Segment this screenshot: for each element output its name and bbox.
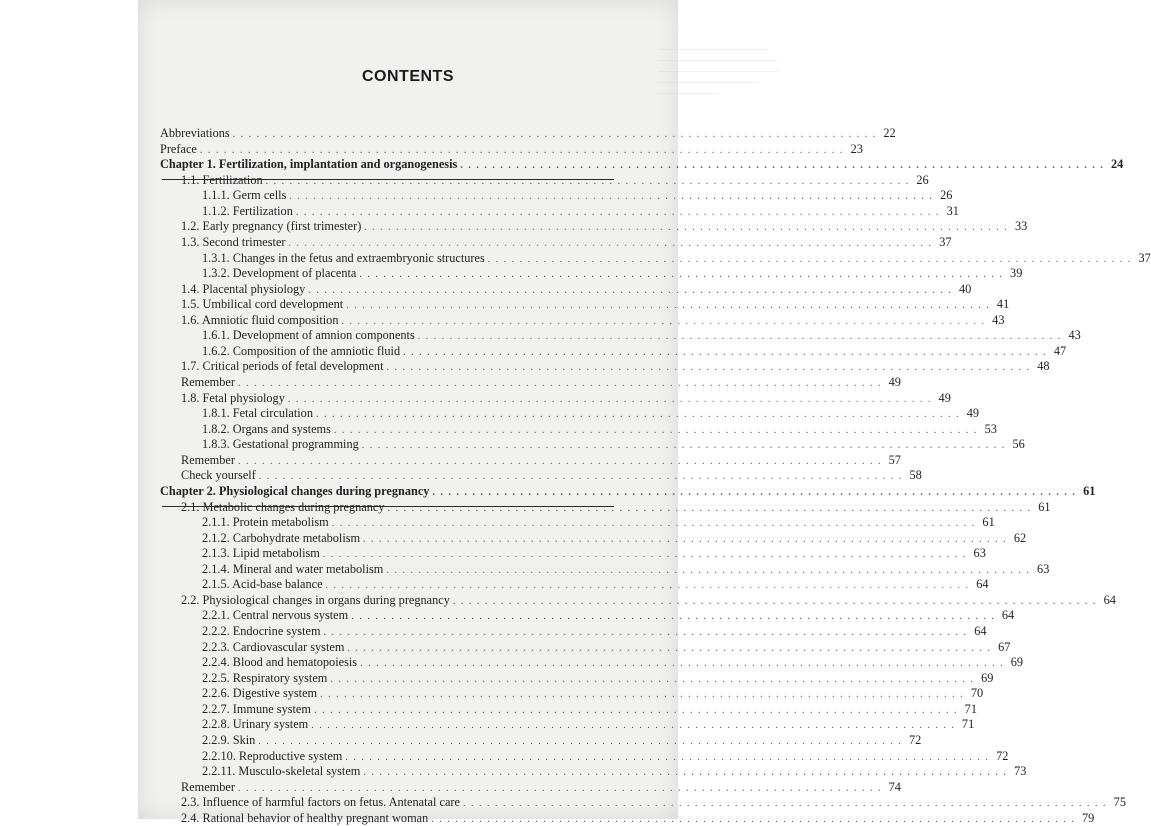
dot-leader: . . . . . . . . . . . . . . . . . . . . . . . . . . . . . . . . . . . . . . . . . . . . . . . . . . . . . . . . . . . . . . . . . . . . . . . . . . . . . . . . .	[386, 362, 1031, 374]
toc-entry[interactable]	[160, 608, 1015, 624]
dot-leader: . . . . . . . . . . . . . . . . . . . . . . . . . . . . . . . . . . . . . . . . . . . . . . . . . . . . . . . . . . . . . . . . . . . . . . . . . . . . . . . . .	[363, 533, 1008, 545]
toc-page-number: 61	[982, 515, 995, 530]
toc-entry[interactable]	[160, 655, 1024, 671]
toc-entry[interactable]	[160, 421, 997, 438]
toc-page-number: 64	[974, 624, 987, 638]
table-of-contents	[160, 126, 1151, 826]
toc-page-number: 71	[961, 717, 975, 732]
toc-entry[interactable]	[160, 281, 972, 298]
toc-entry[interactable]	[160, 748, 1009, 765]
toc-entry-title: 1.6.1. Development of amnion components	[202, 328, 415, 343]
dot-leader: . . . . . . . . . . . . . . . . . . . . . . . . . . . . . . . . . . . . . . . . . . . . . . . . . . . . . . . . . . . . . . . . . . . . . . . . . . . . . . . . .	[431, 813, 1076, 825]
toc-entry-title: 2.1.2. Carbohydrate metabolism	[202, 530, 361, 545]
toc-page-number: 57	[888, 452, 901, 467]
toc-entry-title: Check yourself	[181, 468, 256, 483]
toc-entry-title: 2.2.1. Central nervous system	[202, 608, 349, 623]
toc-page-number: 49	[966, 406, 979, 421]
toc-entry[interactable]	[160, 577, 989, 593]
toc-entry[interactable]	[160, 701, 977, 718]
toc-page-number: 61	[1038, 499, 1051, 514]
dot-leader: . . . . . . . . . . . . . . . . . . . . . . . . . . . . . . . . . . . . . . . . . . . . . . . . . . . . . . . . . . . . . . . . . . . . . . . . . . . . . . . . .	[462, 798, 1107, 810]
toc-entry-title: Remember	[181, 452, 235, 467]
dot-leader: . . . . . . . . . . . . . . . . . . . . . . . . . . . . . . . . . . . . . . . . . . . . . . . . . . . . . . . . . . . . . . . . . . . . . . . . . . . . . . . . .	[417, 331, 1062, 343]
toc-entry[interactable]	[160, 437, 1025, 453]
dot-leader: . . . . . . . . . . . . . . . . . . . . . . . . . . . . . . . . . . . . . . . . . . . . . . . . . . . . . . . . . . . . . . . . . . . . . . . . . . . . . . . . .	[258, 735, 903, 747]
toc-entry[interactable]	[160, 810, 1095, 826]
toc-entry-title: 1.8.3. Gestational programming	[202, 437, 359, 452]
toc-page-number: 49	[888, 375, 901, 389]
toc-entry[interactable]	[160, 141, 863, 158]
dot-leader: . . . . . . . . . . . . . . . . . . . . . . . . . . . . . . . . . . . . . . . . . . . . . . . . . . . . . . . . . . . . . . . . . . . . . . . . . . . . . . . . .	[432, 486, 1077, 498]
toc-page-number: 64	[1001, 608, 1015, 623]
toc-entry[interactable]	[160, 779, 901, 796]
toc-entry[interactable]	[160, 312, 1005, 329]
toc-entry-title: 1.6. Amniotic fluid composition	[181, 312, 339, 327]
toc-entry[interactable]	[160, 670, 994, 687]
dot-leader: . . . . . . . . . . . . . . . . . . . . . . . . . . . . . . . . . . . . . . . . . . . . . . . . . . . . . . . . . . . . . . . . . . . . . . . . . . . . . . . . .	[199, 144, 844, 156]
dot-leader: . . . . . . . . . . . . . . . . . . . . . . . . . . . . . . . . . . . . . . . . . . . . . . . . . . . . . . . . . . . . . . . . . . . . . . . . . . . . . . . . .	[341, 315, 986, 327]
toc-entry-title: Chapter 2. Physiological changes during pregnancy	[160, 483, 430, 498]
toc-entry-title: 2.1. Metabolic changes during pregnancy	[181, 499, 385, 514]
dot-leader: . . . . . . . . . . . . . . . . . . . . . . . . . . . . . . . . . . . . . . . . . . . . . . . . . . . . . . . . . . . . . . . . . . . . . . . . . . . . . . . . .	[345, 751, 990, 763]
toc-entry[interactable]	[160, 530, 1027, 547]
toc-entry-title: 1.7. Critical periods of fetal development	[181, 359, 384, 374]
toc-entry-title: 1.1.1. Germ cells	[202, 188, 287, 203]
toc-entry-title: 2.1.3. Lipid metabolism	[202, 546, 320, 561]
dot-leader: . . . . . . . . . . . . . . . . . . . . . . . . . . . . . . . . . . . . . . . . . . . . . . . . . . . . . . . . . . . . . . . . . . . . . . . . . . . . . . . . .	[295, 206, 940, 218]
toc-page-number: 24	[1111, 157, 1124, 172]
toc-page-number: 72	[996, 748, 1009, 763]
toc-entry[interactable]	[160, 126, 896, 142]
toc-entry-title: 1.4. Placental physiology	[181, 281, 306, 296]
toc-entry-title: Abbreviations	[160, 126, 230, 140]
dot-leader: . . . . . . . . . . . . . . . . . . . . . . . . . . . . . . . . . . . . . . . . . . . . . . . . . . . . . . . . . . . . . . . . . . . . . . . . . . . . . . . . .	[360, 658, 1005, 670]
toc-page-number: 56	[1012, 437, 1025, 452]
dot-leader: . . . . . . . . . . . . . . . . . . . . . . . . . . . . . . . . . . . . . . . . . . . . . . . . . . . . . . . . . . . . . . . . . . . . . . . . . . . . . . . . .	[363, 767, 1008, 779]
toc-entry-title: 1.8.2. Organs and systems	[202, 421, 331, 436]
toc-page-number: 70	[970, 686, 984, 701]
toc-entry[interactable]	[160, 561, 1050, 578]
toc-page-number: 43	[992, 312, 1005, 327]
dot-leader: . . . . . . . . . . . . . . . . . . . . . . . . . . . . . . . . . . . . . . . . . . . . . . . . . . . . . . . . . . . . . . . . . . . . . . . . . . . . . . . . .	[487, 253, 1132, 265]
toc-entry-title: Preface	[160, 141, 197, 156]
dot-leader: . . . . . . . . . . . . . . . . . . . . . . . . . . . . . . . . . . . . . . . . . . . . . . . . . . . . . . . . . . . . . . . . . . . . . . . . . . . . . . . . .	[308, 284, 953, 296]
toc-entry-title: 1.8.1. Fetal circulation	[202, 406, 313, 421]
toc-entry-title: 2.4. Rational behavior of healthy pregnant woman	[181, 810, 429, 825]
toc-page-number: 31	[946, 203, 959, 218]
toc-entry[interactable]	[160, 328, 1081, 344]
toc-entry[interactable]	[160, 592, 1116, 609]
toc-entry-title: 2.2.4. Blood and hematopoiesis	[202, 655, 358, 670]
toc-entry[interactable]	[160, 359, 1050, 375]
toc-entry[interactable]	[160, 188, 953, 204]
show-through-text: ——————————— ———————————— ———————————— —————————— ——————	[658, 44, 778, 99]
page-title: CONTENTS	[362, 68, 454, 85]
toc-entry-title: 1.3.1. Changes in the fetus and extraembryonic structures	[202, 250, 485, 265]
toc-entry-title: 2.2.2. Endocrine system	[202, 624, 321, 638]
toc-entry-title: 2.2.3. Cardiovascular system	[202, 639, 345, 654]
toc-entry[interactable]	[160, 686, 984, 702]
toc-entry-title: 2.2.8. Urinary system	[202, 717, 309, 732]
toc-page-number: 74	[888, 779, 901, 794]
toc-page-number: 53	[984, 421, 997, 436]
toc-entry-title: 1.5. Umbilical cord development	[181, 297, 344, 312]
dot-leader: . . . . . . . . . . . . . . . . . . . . . . . . . . . . . . . . . . . . . . . . . . . . . . . . . . . . . . . . . . . . . . . . . . . . . . . . . . . . . . . . .	[289, 191, 934, 203]
toc-entry-title: 1.6.2. Composition of the amniotic fluid	[202, 343, 401, 358]
toc-entry-title: 1.2. Early pregnancy (first trimester)	[181, 219, 362, 234]
toc-page-number: 72	[909, 732, 922, 747]
toc-entry[interactable]	[160, 764, 1027, 780]
toc-entry[interactable]	[160, 250, 1151, 267]
toc-entry[interactable]	[160, 266, 1023, 282]
toc-entry-title: 2.2.11. Musculo-skeletal system	[202, 764, 361, 779]
toc-entry[interactable]	[160, 639, 1011, 656]
dot-leader: . . . . . . . . . . . . . . . . . . . . . . . . . . . . . . . . . . . . . . . . . . . . . . . . . . . . . . . . . . . . . . . . . . . . . . . . . . . . . . . . .	[359, 269, 1004, 281]
dot-leader: . . . . . . . . . . . . . . . . . . . . . . . . . . . . . . . . . . . . . . . . . . . . . . . . . . . . . . . . . . . . . . . . . . . . . . . . . . . . . . . . .	[331, 518, 976, 530]
toc-entry-title: 2.2.7. Immune system	[202, 701, 311, 716]
toc-entry[interactable]	[160, 452, 901, 469]
dot-leader: . . . . . . . . . . . . . . . . . . . . . . . . . . . . . . . . . . . . . . . . . . . . . . . . . . . . . . . . . . . . . . . . . . . . . . . . . . . . . . . . .	[364, 222, 1009, 234]
toc-page-number: 41	[996, 297, 1010, 312]
toc-entry-title: 2.2.10. Reproductive system	[202, 748, 343, 763]
toc-page-number: 73	[1014, 764, 1027, 779]
dot-leader: . . . . . . . . . . . . . . . . . . . . . . . . . . . . . . . . . . . . . . . . . . . . . . . . . . . . . . . . . . . . . . . . . . . . . . . . . . . . . . . . .	[452, 595, 1097, 607]
dot-leader: . . . . . . . . . . . . . . . . . . . . . . . . . . . . . . . . . . . . . . . . . . . . . . . . . . . . . . . . . . . . . . . . . . . . . . . . . . . . . . . . .	[333, 424, 978, 436]
dot-leader: . . . . . . . . . . . . . . . . . . . . . . . . . . . . . . . . . . . . . . . . . . . . . . . . . . . . . . . . . . . . . . . . . . . . . . . . . . . . . . . . .	[325, 580, 970, 592]
dot-leader: . . . . . . . . . . . . . . . . . . . . . . . . . . . . . . . . . . . . . . . . . . . . . . . . . . . . . . . . . . . . . . . . . . . . . . . . . . . . . . . . .	[387, 502, 1032, 514]
dot-leader: . . . . . . . . . . . . . . . . . . . . . . . . . . . . . . . . . . . . . . . . . . . . . . . . . . . . . . . . . . . . . . . . . . . . . . . . . . . . . . . . .	[287, 393, 932, 405]
toc-entry[interactable]	[160, 406, 979, 422]
dot-leader: . . . . . . . . . . . . . . . . . . . . . . . . . . . . . . . . . . . . . . . . . . . . . . . . . . . . . . . . . . . . . . . . . . . . . . . . . . . . . . . . .	[232, 129, 877, 140]
toc-entry[interactable]	[160, 717, 975, 733]
toc-entry[interactable]	[160, 219, 1028, 235]
dot-leader: . . . . . . . . . . . . . . . . . . . . . . . . . . . . . . . . . . . . . . . . . . . . . . . . . . . . . . . . . . . . . . . . . . . . . . . . . . . . . . . . .	[403, 346, 1048, 358]
toc-page-number: 75	[1113, 795, 1126, 810]
toc-page-number: 40	[959, 281, 972, 296]
toc-entry-title: Chapter 1. Fertilization, implantation and organogenesis	[160, 157, 458, 172]
toc-page-number: 63	[1037, 561, 1050, 576]
toc-entry[interactable]	[160, 297, 1010, 313]
toc-page-number: 63	[973, 546, 986, 561]
toc-page-number: 67	[998, 639, 1011, 654]
dot-leader: . . . . . . . . . . . . . . . . . . . . . . . . . . . . . . . . . . . . . . . . . . . . . . . . . . . . . . . . . . . . . . . . . . . . . . . . . . . . . . . . .	[237, 378, 882, 389]
toc-page-number: 79	[1081, 810, 1095, 825]
toc-entry[interactable]	[160, 234, 952, 251]
toc-entry[interactable]	[160, 468, 922, 484]
toc-page-number: 22	[883, 126, 896, 140]
toc-entry[interactable]	[160, 499, 1051, 516]
toc-entry-title: 1.1.2. Fertilization	[202, 203, 293, 218]
toc-page-number: 48	[1037, 359, 1050, 374]
toc-entry-title: Remember	[181, 375, 235, 389]
toc-entry[interactable]	[160, 203, 959, 220]
toc-chapter[interactable]	[160, 483, 1096, 500]
toc-entry[interactable]	[160, 795, 1126, 811]
toc-page-number: 71	[964, 701, 977, 716]
dot-leader: . . . . . . . . . . . . . . . . . . . . . . . . . . . . . . . . . . . . . . . . . . . . . . . . . . . . . . . . . . . . . . . . . . . . . . . . . . . . . . . . .	[347, 642, 992, 654]
dot-leader: . . . . . . . . . . . . . . . . . . . . . . . . . . . . . . . . . . . . . . . . . . . . . . . . . . . . . . . . . . . . . . . . . . . . . . . . . . . . . . . . .	[313, 704, 958, 716]
dot-leader: . . . . . . . . . . . . . . . . . . . . . . . . . . . . . . . . . . . . . . . . . . . . . . . . . . . . . . . . . . . . . . . . . . . . . . . . . . . . . . . . .	[330, 673, 975, 685]
dot-leader: . . . . . . . . . . . . . . . . . . . . . . . . . . . . . . . . . . . . . . . . . . . . . . . . . . . . . . . . . . . . . . . . . . . . . . . . . . . . . . . . .	[237, 782, 882, 794]
dot-leader: . . . . . . . . . . . . . . . . . . . . . . . . . . . . . . . . . . . . . . . . . . . . . . . . . . . . . . . . . . . . . . . . . . . . . . . . . . . . . . . . .	[315, 409, 960, 421]
toc-entry-title: 1.8. Fetal physiology	[181, 390, 285, 405]
toc-entry[interactable]	[160, 515, 995, 531]
toc-entry-title: 2.2. Physiological changes in organs during pregnancy	[181, 592, 450, 607]
toc-entry[interactable]	[160, 343, 1067, 360]
book-page	[138, 0, 1151, 825]
dot-leader: . . . . . . . . . . . . . . . . . . . . . . . . . . . . . . . . . . . . . . . . . . . . . . . . . . . . . . . . . . . . . . . . . . . . . . . . . . . . . . . . .	[237, 455, 882, 467]
toc-page-number: 47	[1053, 343, 1067, 358]
dot-leader: . . . . . . . . . . . . . . . . . . . . . . . . . . . . . . . . . . . . . . . . . . . . . . . . . . . . . . . . . . . . . . . . . . . . . . . . . . . . . . . . .	[386, 564, 1031, 576]
dot-leader: . . . . . . . . . . . . . . . . . . . . . . . . . . . . . . . . . . . . . . . . . . . . . . . . . . . . . . . . . . . . . . . . . . . . . . . . . . . . . . . . .	[460, 160, 1105, 172]
dot-leader: . . . . . . . . . . . . . . . . . . . . . . . . . . . . . . . . . . . . . . . . . . . . . . . . . . . . . . . . . . . . . . . . . . . . . . . . . . . . . . . . .	[346, 300, 991, 312]
toc-entry-title: 1.1. Fertilization	[181, 172, 263, 187]
dot-leader: . . . . . . . . . . . . . . . . . . . . . . . . . . . . . . . . . . . . . . . . . . . . . . . . . . . . . . . . . . . . . . . . . . . . . . . . . . . . . . . . .	[311, 720, 956, 732]
toc-page-number: 69	[981, 670, 994, 685]
toc-entry-title: 2.2.9. Skin	[202, 732, 256, 747]
dot-leader: . . . . . . . . . . . . . . . . . . . . . . . . . . . . . . . . . . . . . . . . . . . . . . . . . . . . . . . . . . . . . . . . . . . . . . . . . . . . . . . . .	[258, 471, 903, 483]
toc-entry-title: 2.1.4. Mineral and water metabolism	[202, 561, 384, 576]
toc-page-number: 61	[1083, 483, 1096, 498]
toc-page-number: 64	[976, 577, 989, 592]
toc-page-number: 43	[1068, 328, 1081, 343]
toc-page-number: 37	[1138, 250, 1151, 265]
toc-entry-title: Remember	[181, 779, 235, 794]
dot-leader: . . . . . . . . . . . . . . . . . . . . . . . . . . . . . . . . . . . . . . . . . . . . . . . . . . . . . . . . . . . . . . . . . . . . . . . . . . . . . . . . .	[361, 440, 1006, 452]
toc-entry[interactable]	[160, 172, 929, 189]
toc-page-number: 49	[938, 390, 951, 405]
toc-entry-title: 2.1.1. Protein metabolism	[202, 515, 329, 530]
toc-page-number: 62	[1013, 530, 1027, 545]
dot-leader: . . . . . . . . . . . . . . . . . . . . . . . . . . . . . . . . . . . . . . . . . . . . . . . . . . . . . . . . . . . . . . . . . . . . . . . . . . . . . . . . .	[323, 627, 968, 638]
toc-entry-title: 2.3. Influence of harmful factors on fetus. Antenatal care	[181, 795, 460, 810]
toc-page-number: 26	[916, 172, 929, 187]
dot-leader: . . . . . . . . . . . . . . . . . . . . . . . . . . . . . . . . . . . . . . . . . . . . . . . . . . . . . . . . . . . . . . . . . . . . . . . . . . . . . . . . .	[288, 237, 933, 249]
dot-leader: . . . . . . . . . . . . . . . . . . . . . . . . . . . . . . . . . . . . . . . . . . . . . . . . . . . . . . . . . . . . . . . . . . . . . . . . . . . . . . . . .	[322, 549, 967, 561]
toc-entry-title: 2.2.6. Digestive system	[202, 686, 318, 701]
toc-entry[interactable]	[160, 624, 987, 640]
toc-entry[interactable]	[160, 375, 901, 391]
toc-page-number: 39	[1010, 266, 1023, 281]
toc-entry[interactable]	[160, 546, 986, 562]
toc-page-number: 58	[909, 468, 922, 483]
toc-entry-title: 2.1.5. Acid-base balance	[202, 577, 323, 592]
toc-entry[interactable]	[160, 390, 951, 407]
toc-entry-title: 2.2.5. Respiratory system	[202, 670, 328, 685]
toc-chapter[interactable]	[160, 157, 1124, 173]
toc-entry[interactable]	[160, 732, 922, 749]
toc-page-number: 26	[940, 188, 953, 203]
toc-page-number: 33	[1015, 219, 1028, 234]
toc-page-number: 69	[1010, 655, 1024, 670]
toc-page-number: 37	[939, 234, 952, 249]
toc-page-number: 64	[1103, 592, 1116, 607]
toc-page-number: 23	[850, 141, 863, 156]
dot-leader: . . . . . . . . . . . . . . . . . . . . . . . . . . . . . . . . . . . . . . . . . . . . . . . . . . . . . . . . . . . . . . . . . . . . . . . . . . . . . . . . .	[351, 611, 996, 623]
toc-entry-title: 1.3. Second trimester	[181, 234, 286, 249]
toc-entry-title: 1.3.2. Development of placenta	[202, 266, 357, 281]
dot-leader: . . . . . . . . . . . . . . . . . . . . . . . . . . . . . . . . . . . . . . . . . . . . . . . . . . . . . . . . . . . . . . . . . . . . . . . . . . . . . . . . .	[320, 689, 965, 701]
dot-leader: . . . . . . . . . . . . . . . . . . . . . . . . . . . . . . . . . . . . . . . . . . . . . . . . . . . . . . . . . . . . . . . . . . . . . . . . . . . . . . . . .	[265, 175, 910, 187]
